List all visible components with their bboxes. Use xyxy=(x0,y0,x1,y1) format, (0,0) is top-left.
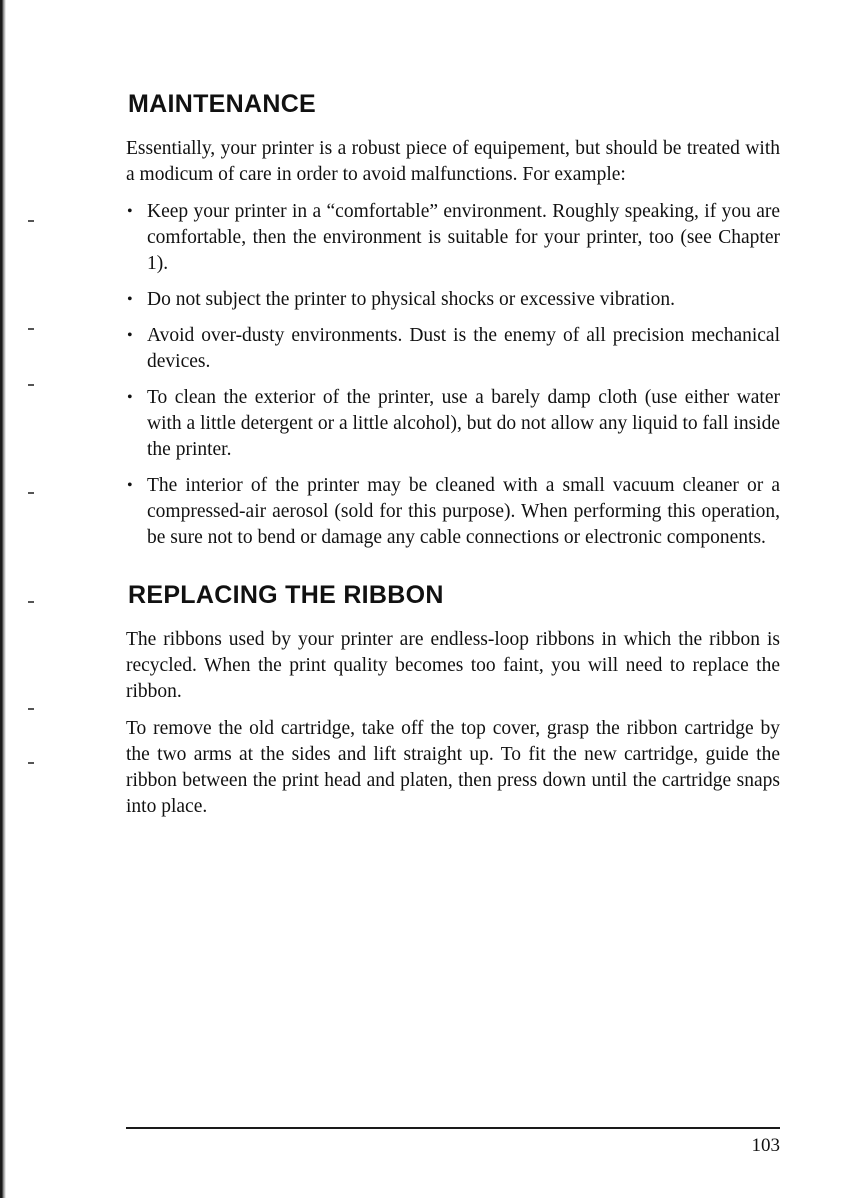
bullet-icon: • xyxy=(127,327,133,344)
bullet-text: Do not subject the printer to physical shocks or excessive vibration. xyxy=(147,289,676,310)
bullet-text: Avoid over-dusty environments. Dust is the enemy of all precision mechanical devices. xyxy=(147,325,780,372)
scan-mark xyxy=(28,601,34,603)
document-page xyxy=(126,88,780,820)
bullet-item xyxy=(126,385,780,463)
scan-mark xyxy=(28,492,34,494)
maintenance-bullet-list xyxy=(126,199,780,551)
footer-rule xyxy=(126,1127,780,1129)
scan-mark xyxy=(28,762,34,764)
body-paragraph: To remove the old cartridge, take off the top cover, grasp the ribbon cartridge by the two arms at the sides and lift straight up. To fit the new cartridge, guide the ribbon between the print head and platen, then press down until the cartridge snaps into place. xyxy=(126,718,780,817)
bullet-item xyxy=(126,323,780,375)
scan-mark xyxy=(28,384,34,386)
intro-paragraph: Essentially, your printer is a robust piece of equipement, but should be treated with a modicum of care in order to avoid malfunctions. For example: xyxy=(126,138,780,185)
body-paragraph: The ribbons used by your printer are endless-loop ribbons in which the ribbon is recycled. When the print quality becomes too faint, you will need to replace the ribbon. xyxy=(126,629,780,702)
section-heading: REPLACING THE RIBBON xyxy=(128,581,444,609)
replacing-ribbon-section xyxy=(126,579,780,820)
bullet-item xyxy=(126,473,780,551)
section-heading: MAINTENANCE xyxy=(128,90,317,118)
bullet-text: To clean the exterior of the printer, use a barely damp cloth (use either water with a little detergent or a little alcohol), but do not allow any liquid to fall inside the printer. xyxy=(147,387,780,460)
bullet-text: The interior of the printer may be cleaned with a small vacuum cleaner or a compressed-air aerosol (sold for this purpose). When performing this operation, be sure not to bend or damage any cable connections or electronic components. xyxy=(147,475,780,548)
scan-mark xyxy=(28,220,34,222)
scan-edge xyxy=(0,0,6,1198)
bullet-icon: • xyxy=(127,203,133,220)
bullet-item xyxy=(126,287,780,313)
bullet-text: Keep your printer in a “comfortable” environment. Roughly speaking, if you are comfortable, then the environment is suitable for your printer, too (see Chapter 1). xyxy=(147,201,780,274)
bullet-item xyxy=(126,199,780,277)
bullet-icon: • xyxy=(127,477,133,494)
scan-mark xyxy=(28,708,34,710)
page-number: 103 xyxy=(751,1135,780,1156)
bullet-icon: • xyxy=(127,291,133,308)
scan-mark xyxy=(28,328,34,330)
maintenance-section xyxy=(126,88,780,551)
bullet-icon: • xyxy=(127,389,133,406)
